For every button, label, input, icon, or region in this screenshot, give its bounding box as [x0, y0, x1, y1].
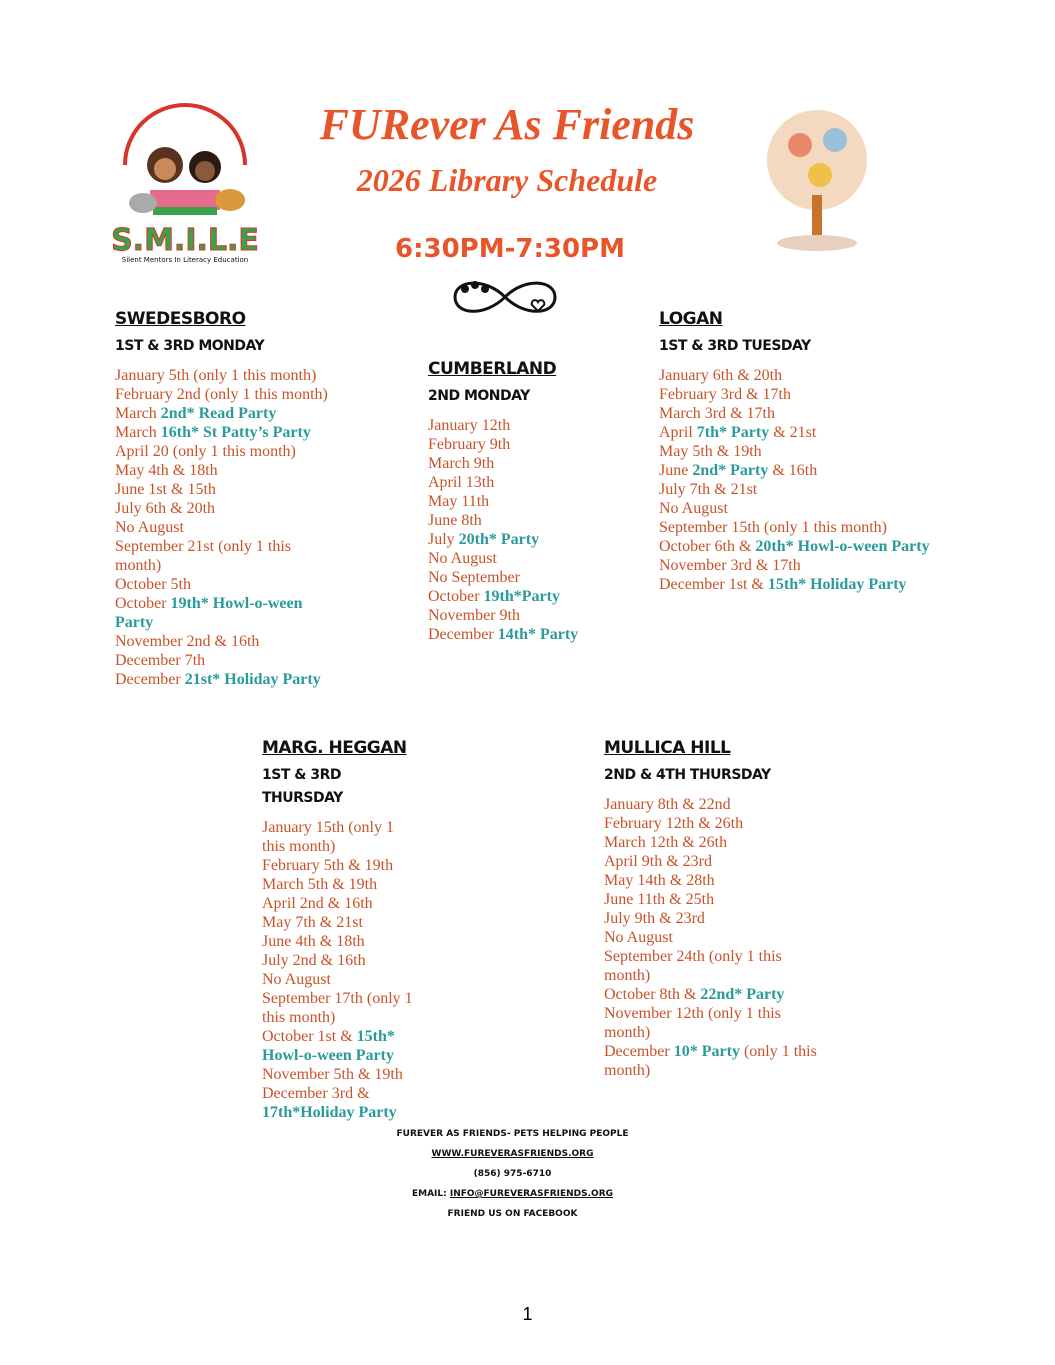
date-text: November 3rd & 17th [659, 557, 801, 574]
date-text: November 9th [428, 607, 520, 624]
party-highlight: 20th* Howl-o-ween Party [755, 538, 930, 555]
library-days: 1ST & 3RD THURSDAY [262, 767, 343, 806]
date-list [262, 818, 417, 1122]
date-text: April 9th & 23rd [604, 853, 712, 870]
date-text: October 6th & [659, 538, 756, 555]
date-text: March [115, 405, 161, 422]
schedule-date [262, 1065, 417, 1084]
date-text: December [115, 671, 185, 688]
footer [330, 1124, 695, 1224]
svg-text:S.M.I.L.E: S.M.I.L.E [111, 223, 259, 258]
date-text: March [115, 424, 161, 441]
date-text: May 7th & 21st [262, 914, 363, 931]
schedule-date [659, 461, 934, 480]
schedule-date [659, 575, 934, 594]
page-title: FURever As Friends [319, 100, 695, 149]
date-list [659, 366, 934, 594]
date-text: February 5th & 19th [262, 857, 394, 874]
schedule-date [262, 1027, 417, 1065]
phone-number: (856) 975-6710 [473, 1169, 552, 1179]
schedule-date [428, 625, 628, 644]
date-text: March 9th [428, 455, 495, 472]
schedule-date [428, 454, 628, 473]
date-list [604, 795, 829, 1080]
library-swedesboro [115, 309, 340, 689]
date-text: October [428, 588, 484, 605]
schedule-date [115, 461, 340, 480]
date-text: September 21st (only 1 this month) [115, 538, 291, 574]
schedule-date [115, 404, 340, 423]
date-text: July 9th & 23rd [604, 910, 705, 927]
schedule-date [115, 518, 340, 537]
date-text: April [659, 424, 697, 441]
date-text: November 12th (only 1 this month) [604, 1005, 781, 1041]
date-text: July [428, 531, 459, 548]
schedule-date [115, 366, 340, 385]
facebook-text: FRIEND US ON FACEBOOK [447, 1209, 578, 1219]
schedule-date [659, 518, 934, 537]
schedule-date [428, 473, 628, 492]
paw-infinity-icon [450, 275, 560, 325]
date-text: May 5th & 19th [659, 443, 762, 460]
date-text: May 11th [428, 493, 490, 510]
date-text: October [115, 595, 171, 612]
date-text: October 8th & [604, 986, 701, 1003]
schedule-date [604, 814, 829, 833]
party-highlight: 14th* Party [497, 626, 579, 643]
date-text: No August [115, 519, 184, 536]
schedule-date [604, 1042, 829, 1080]
date-list [115, 366, 340, 689]
library-mullica-hill [604, 738, 829, 1080]
date-text: July 6th & 20th [115, 500, 216, 517]
footer-tagline: FUREVER AS FRIENDS- PETS HELPING PEOPLE [396, 1129, 629, 1139]
schedule-date [604, 833, 829, 852]
party-highlight: 2nd* Read Party [160, 405, 277, 422]
schedule-date [604, 909, 829, 928]
page-number: 1 [522, 1304, 533, 1324]
party-highlight: 7th* Party [696, 424, 770, 441]
date-text: No September [428, 569, 520, 586]
schedule-date [115, 385, 340, 404]
party-highlight: 16th* St Patty’s Party [160, 424, 311, 441]
date-text: & 16th [768, 462, 818, 479]
date-text: April 2nd & 16th [262, 895, 373, 912]
date-text: March 5th & 19th [262, 876, 378, 893]
schedule-date [262, 989, 417, 1027]
schedule-date [659, 480, 934, 499]
schedule-date [428, 492, 628, 511]
schedule-date [428, 587, 628, 606]
party-highlight: 17th*Holiday Party [262, 1104, 397, 1121]
schedule-date [659, 404, 934, 423]
library-logan [659, 309, 934, 594]
date-text: December [604, 1043, 674, 1060]
date-text: & 21st [769, 424, 817, 441]
schedule-date [604, 928, 829, 947]
schedule-date [262, 951, 417, 970]
date-text: February 12th & 26th [604, 815, 744, 832]
schedule-date [262, 856, 417, 875]
schedule-date [604, 1004, 829, 1042]
date-text: January 5th (only 1 this month) [115, 367, 317, 384]
date-list [428, 416, 628, 644]
party-highlight: 21st* Holiday Party [184, 671, 321, 688]
schedule-date [115, 499, 340, 518]
date-text: July 7th & 21st [659, 481, 758, 498]
schedule-date [604, 871, 829, 890]
party-highlight: 19th* Howl-o-ween Party [115, 595, 303, 631]
date-text: February 3rd & 17th [659, 386, 791, 403]
schedule-date [115, 575, 340, 594]
date-text: June [659, 462, 693, 479]
schedule-date [262, 932, 417, 951]
party-highlight: 19th*Party [483, 588, 560, 605]
schedule-date [115, 670, 340, 689]
date-text: May 4th & 18th [115, 462, 218, 479]
date-text: September 15th (only 1 this month) [659, 519, 887, 536]
library-name: MULLICA HILL [604, 738, 731, 758]
schedule-date [659, 499, 934, 518]
date-text: July 2nd & 16th [262, 952, 366, 969]
library-days: 1ST & 3RD TUESDAY [659, 338, 811, 354]
schedule-date [659, 537, 934, 556]
date-text: February 2nd (only 1 this month) [115, 386, 328, 403]
party-highlight: 20th* Party [458, 531, 540, 548]
schedule-date [604, 852, 829, 871]
schedule-date [659, 423, 934, 442]
date-text: June 4th & 18th [262, 933, 365, 950]
schedule-date [428, 549, 628, 568]
date-text: October 1st & [262, 1028, 357, 1045]
schedule-date [115, 442, 340, 461]
library-name: SWEDESBORO [115, 309, 246, 329]
date-text: November 5th & 19th [262, 1066, 403, 1083]
library-days: 1ST & 3RD MONDAY [115, 338, 265, 354]
date-text: No August [604, 929, 673, 946]
date-text: October 5th [115, 576, 191, 593]
date-text: February 9th [428, 436, 511, 453]
date-text: June 8th [428, 512, 482, 529]
date-text: January 15th (only 1 this month) [262, 819, 394, 855]
schedule-date [115, 632, 340, 651]
date-text: June 11th & 25th [604, 891, 715, 908]
date-text: June 1st & 15th [115, 481, 216, 498]
schedule-date [428, 606, 628, 625]
party-highlight: 2nd* Party [692, 462, 769, 479]
page-subtitle: 2026 Library Schedule [356, 162, 658, 198]
library-name: CUMBERLAND [428, 359, 557, 379]
date-text: No August [262, 971, 331, 988]
session-time: 6:30PM-7:30PM [395, 234, 625, 264]
tree-illustration [760, 105, 875, 255]
schedule-date [428, 435, 628, 454]
schedule-date [115, 594, 340, 632]
schedule-date [262, 875, 417, 894]
library-days: 2ND MONDAY [428, 388, 530, 404]
svg-text:Silent Mentors In Literacy Edu: Silent Mentors In Literacy Education [121, 256, 249, 264]
date-text: March 3rd & 17th [659, 405, 775, 422]
schedule-date [659, 556, 934, 575]
date-text: March 12th & 26th [604, 834, 728, 851]
schedule-date [428, 416, 628, 435]
schedule-date [428, 511, 628, 530]
date-text: September 24th (only 1 this month) [604, 948, 782, 984]
schedule-date [428, 568, 628, 587]
date-text: December [428, 626, 498, 643]
date-text: January 6th & 20th [659, 367, 783, 384]
schedule-date [659, 442, 934, 461]
date-text: May 14th & 28th [604, 872, 715, 889]
schedule-date [604, 795, 829, 814]
email-link[interactable]: INFO@FUREVERASFRIENDS.ORG [449, 1189, 614, 1199]
schedule-date [262, 970, 417, 989]
schedule-date [659, 385, 934, 404]
schedule-date [115, 480, 340, 499]
schedule-date [262, 913, 417, 932]
party-highlight: 22nd* Party [700, 986, 785, 1003]
date-text: December 1st & [659, 576, 768, 593]
date-text: April 20 (only 1 this month) [115, 443, 296, 460]
schedule-date [428, 530, 628, 549]
party-highlight: 10* Party [673, 1043, 740, 1060]
schedule-date [604, 890, 829, 909]
party-highlight: 15th* Howl-o-ween Party [262, 1028, 395, 1064]
date-text: November 2nd & 16th [115, 633, 260, 650]
email-label: EMAIL: [411, 1189, 450, 1199]
schedule-date [604, 947, 829, 985]
date-text: April 13th [428, 474, 495, 491]
library-marg-heggan [262, 738, 417, 1122]
date-text: December 7th [115, 652, 206, 669]
date-text: No August [659, 500, 728, 517]
date-text: No August [428, 550, 497, 567]
schedule-date [262, 1084, 417, 1122]
date-text: September 17th (only 1 this month) [262, 990, 413, 1026]
date-text: January 8th & 22nd [604, 796, 731, 813]
date-text: January 12th [428, 417, 511, 434]
schedule-date [115, 423, 340, 442]
date-text: (only 1 this month) [604, 1043, 817, 1079]
library-cumberland [428, 359, 628, 644]
schedule-date [604, 985, 829, 1004]
schedule-date [659, 366, 934, 385]
library-name: MARG. HEGGAN [262, 738, 407, 758]
party-highlight: 15th* Holiday Party [767, 576, 907, 593]
website-link[interactable]: WWW.FUREVERASFRIENDS.ORG [431, 1149, 594, 1159]
schedule-date [262, 894, 417, 913]
schedule-date [262, 818, 417, 856]
schedule-date [115, 537, 340, 575]
library-name: LOGAN [659, 309, 723, 329]
library-days: 2ND & 4TH THURSDAY [604, 767, 771, 783]
date-text: December 3rd & [262, 1085, 370, 1102]
schedule-date [115, 651, 340, 670]
